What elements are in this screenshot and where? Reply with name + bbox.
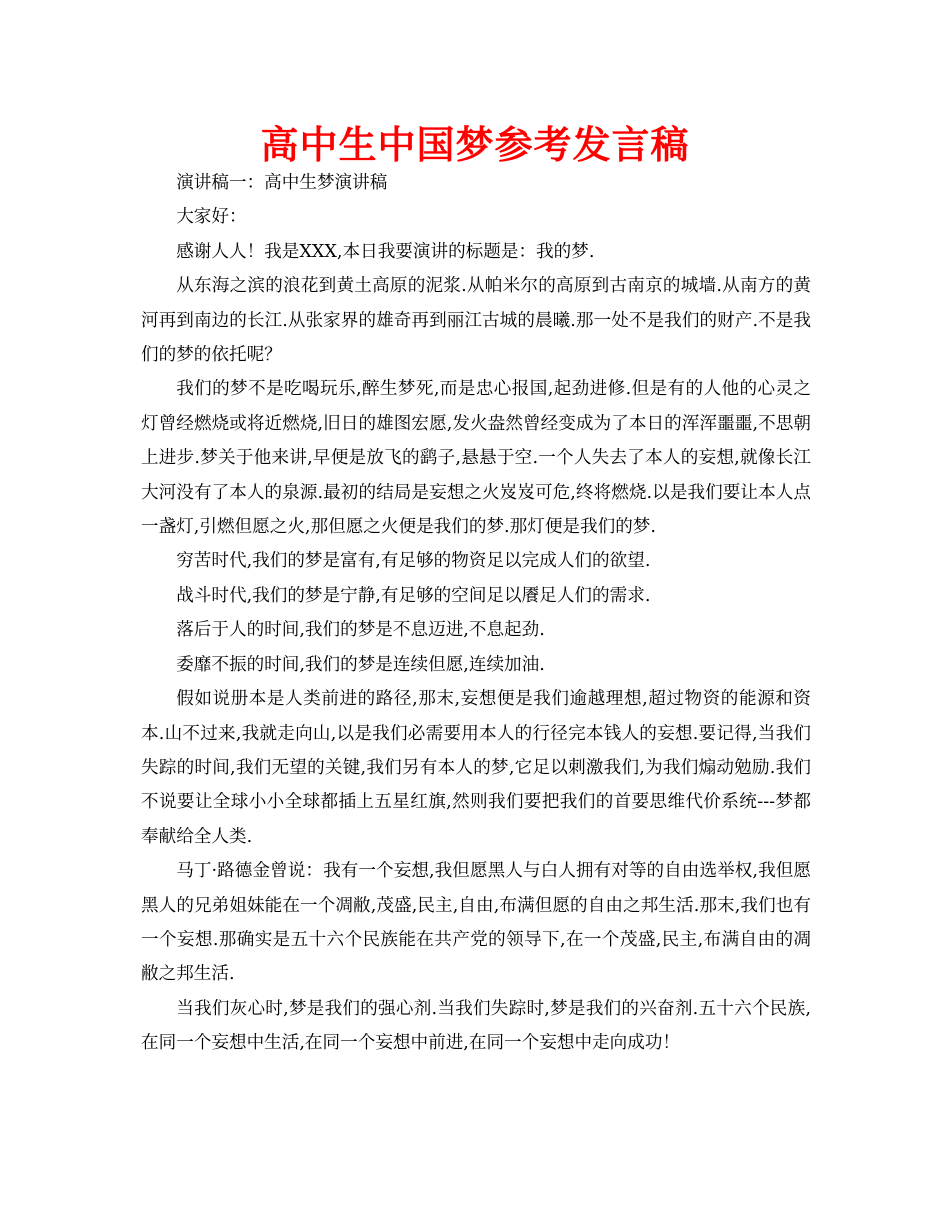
paragraph-books-path: 假如说册本是人类前进的路径,那末,妄想便是我们逾越理想,超过物资的能源和资本.山不过来,我就走向山,以是我们必需要用本人的行径完本钱人的妄想.要记得,当我们失踪的时间,我们无望的关键,我们另有本人的梦,它足以刺激我们,为我们煽动勉励.我们不说要让全球小小全球都插上五星红旗,然则我们要把我们的首要思维代价系统---梦都奉献给全人类. xyxy=(141,689,811,847)
paragraph-homeland: 从东海之滨的浪花到黄土高原的泥浆.从帕米尔的高原到古南京的城墙.从南方的黄河再到南边的长江.从张家界的雄奇再到丽江古城的晨曦.那一处不是我们的财产.不是我们的梦的依托呢？ xyxy=(141,276,811,366)
paragraph-mlk-quote: 马丁·路德金曾说：我有一个妄想,我但愿黑人与白人拥有对等的自由选举权,我但愿黑人的兄弟姐妹能在一个凋敝,茂盛,民主,自由,布满但愿的自由之邦生活.那末,我们也有一个妄想.那确实是五十六个民族能在共产党的领导下,在一个茂盛,民主,布满自由的凋敝之邦生活. xyxy=(141,861,811,985)
paragraph-intro: 感谢人人！我是XXX,本日我要演讲的标题是：我的梦. xyxy=(176,241,595,262)
paragraph-conclusion: 当我们灰心时,梦是我们的强心剂.当我们失踪时,梦是我们的兴奋剂.五十六个民族,在同一个妄想中生活,在同一个妄想中前进,在同一个妄想中走向成功！ xyxy=(141,998,811,1054)
paragraph-war-era: 战斗时代,我们的梦是宁静,有足够的空间足以餍足人们的需求. xyxy=(176,585,651,606)
paragraph-dispirited: 委靡不振的时间,我们的梦是连续但愿,连续加油. xyxy=(176,654,545,675)
document-body xyxy=(141,166,811,1061)
paragraph-speech-label: 演讲稿一：高中生梦演讲稿 xyxy=(176,173,388,193)
document-title: 高中生中国梦参考发言稿 xyxy=(260,123,690,167)
paragraph-poverty-era: 穷苦时代,我们的梦是富有,有足够的物资足以完成人们的欲望. xyxy=(176,551,651,572)
paragraph-dream-meaning: 我们的梦不是吃喝玩乐,醉生梦死,而是忠心报国,起劲进修.但是有的人他的心灵之灯曾经燃烧或将近燃烧,旧日的雄图宏愿,发火盎然曾经变成为了本日的浑浑噩噩,不思朝上进步.梦关于他来讲,早便是放飞的鹞子,悬悬于空.一个人失去了本人的妄想,就像长江大河没有了本人的泉源.最初的结局是妄想之火岌岌可危,终将燃烧.以是我们要让本人点一盏灯,引燃但愿之火,那但愿之火便是我们的梦.那灯便是我们的梦. xyxy=(141,379,811,538)
paragraph-falling-behind: 落后于人的时间,我们的梦是不息迈进,不息起劲. xyxy=(176,620,545,641)
paragraph-greeting: 大家好： xyxy=(176,207,247,228)
